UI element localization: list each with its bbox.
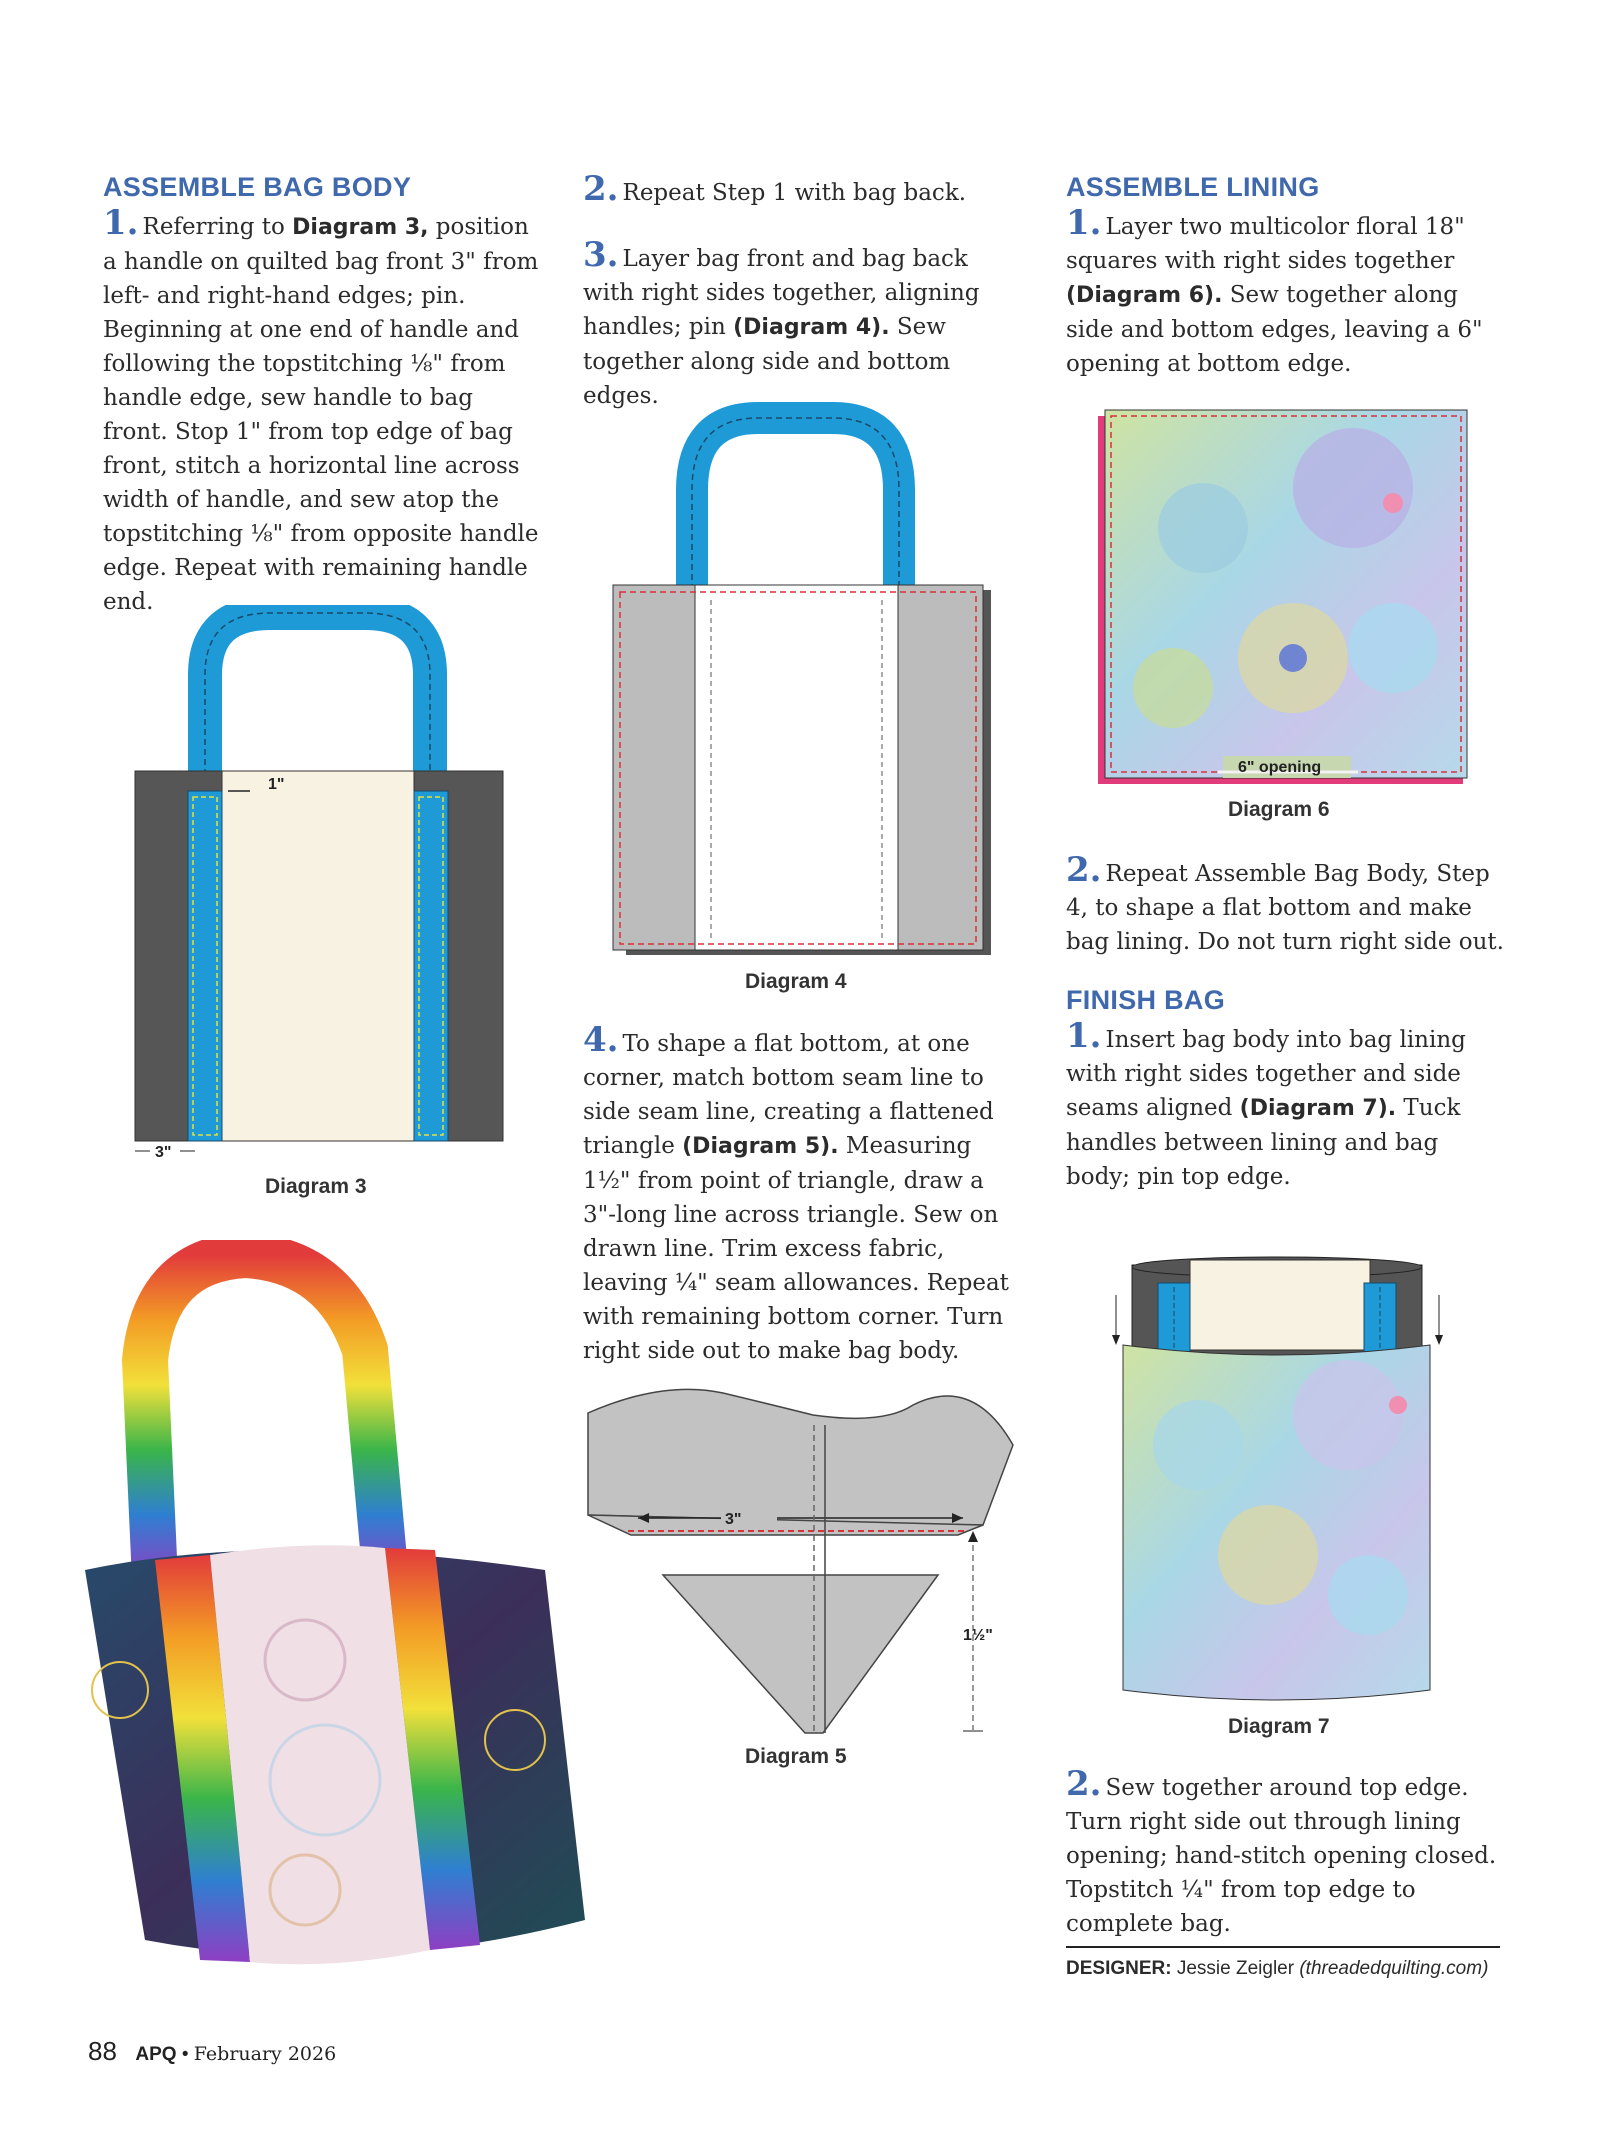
- lining-step-2: 2. Repeat Assemble Bag Body, Step 4, to shape a flat bottom and make bag lining. Do not turn right side out.: [1066, 850, 1504, 955]
- bag-body-center: [1190, 1260, 1370, 1350]
- lining-step-1: 1. Layer two multicolor floral 18" squares with right sides together (Diagram 6). Sew together along side and bottom edges, leaving a 6" opening at bottom edge.: [1066, 203, 1483, 377]
- label-1in: 1": [268, 776, 285, 793]
- diagram-5-caption: Diagram 5: [745, 1745, 847, 1768]
- bag-front-center: [695, 585, 898, 950]
- finished-bag-photo: [75, 1240, 595, 1980]
- flattened-corner: [588, 1389, 1013, 1525]
- diagram-3-caption: Diagram 3: [265, 1175, 367, 1198]
- handle-shape: [692, 418, 899, 590]
- diagram-7: [1108, 1255, 1448, 1715]
- finish-step-1: 1. Insert bag body into bag lining with right sides together and side seams aligned (Diagram 7). Tuck handles between lining and bag body; pin top edge.: [1066, 1016, 1466, 1190]
- diagram-3: [130, 605, 510, 1165]
- step-3-layer: 3. Layer bag front and bag back with right sides together, aligning handles; pin (Diagram 4). Sew together along side and bottom edges.: [583, 235, 980, 409]
- heading-assemble-lining: ASSEMBLE LINING: [1066, 172, 1320, 202]
- page-folio: 88 APQ • February 2026: [88, 2036, 337, 2066]
- diagram-4: [608, 400, 998, 960]
- page-number: 88: [88, 2036, 117, 2066]
- lining-step-2-block: [1066, 850, 1506, 1194]
- step-2-bag-back: 2. Repeat Step 1 with bag back.: [583, 169, 967, 209]
- heading-finish-bag: FINISH BAG: [1066, 985, 1226, 1015]
- finish-step-2-block: [1066, 1764, 1506, 1941]
- diagram-5: [583, 1385, 1023, 1745]
- triangle-point: [663, 1575, 938, 1733]
- label-3in: 3": [725, 1511, 742, 1528]
- column-1: [103, 172, 543, 619]
- magazine-name: APQ: [135, 2044, 177, 2065]
- diagram-6: [1093, 408, 1473, 788]
- label-3in: 3": [155, 1144, 172, 1161]
- step-1-bag-body: 1. Referring to Diagram 3, position a handle on quilted bag front 3" from left- and right-hand edges; pin. Beginning at one end of handle and following the topstitching ⅛" from handle edge, sew handle to bag front. Stop 1" from top edge of bag front, stitch a horizontal line across width of handle, and sew atop the topstitching ⅛" from opposite handle edge. Repeat with remaining handle end.: [103, 203, 539, 615]
- step-4-block: [583, 1020, 1023, 1368]
- label-1-5in: 1½": [963, 1627, 993, 1644]
- heading-assemble-bag-body: ASSEMBLE BAG BODY: [103, 172, 412, 202]
- diagram-6-caption: Diagram 6: [1228, 798, 1330, 821]
- issue-date: February 2026: [193, 2043, 337, 2065]
- bag-front-center: [222, 771, 414, 1141]
- step-4-flat-bottom: 4. To shape a flat bottom, at one corner, match bottom seam line to side seam line, creating a flattened triangle (Diagram 5). Measuring 1½" from point of triangle, draw a 3"-long line across triangle. Sew on drawn line. Trim excess fabric, leaving ¼" seam allowances. Repeat with remaining bottom corner. Turn right side out to make bag body.: [583, 1020, 1009, 1364]
- diagram-4-caption: Diagram 4: [745, 970, 847, 993]
- photo-handle: [145, 1255, 385, 1580]
- column-3: [1066, 172, 1506, 381]
- step-number: 1.: [103, 203, 139, 243]
- opening-label: 6" opening: [1238, 759, 1322, 776]
- diagram-7-caption: Diagram 7: [1228, 1715, 1330, 1738]
- finish-step-2: 2. Sew together around top edge. Turn right side out through lining opening; hand-stitch opening closed. Topstitch ¼" from top edge to complete bag.: [1066, 1764, 1497, 1937]
- column-2: [583, 169, 1023, 413]
- designer-credit: DESIGNER: Jessie Zeigler (threadedquilting.com): [1066, 1946, 1500, 1980]
